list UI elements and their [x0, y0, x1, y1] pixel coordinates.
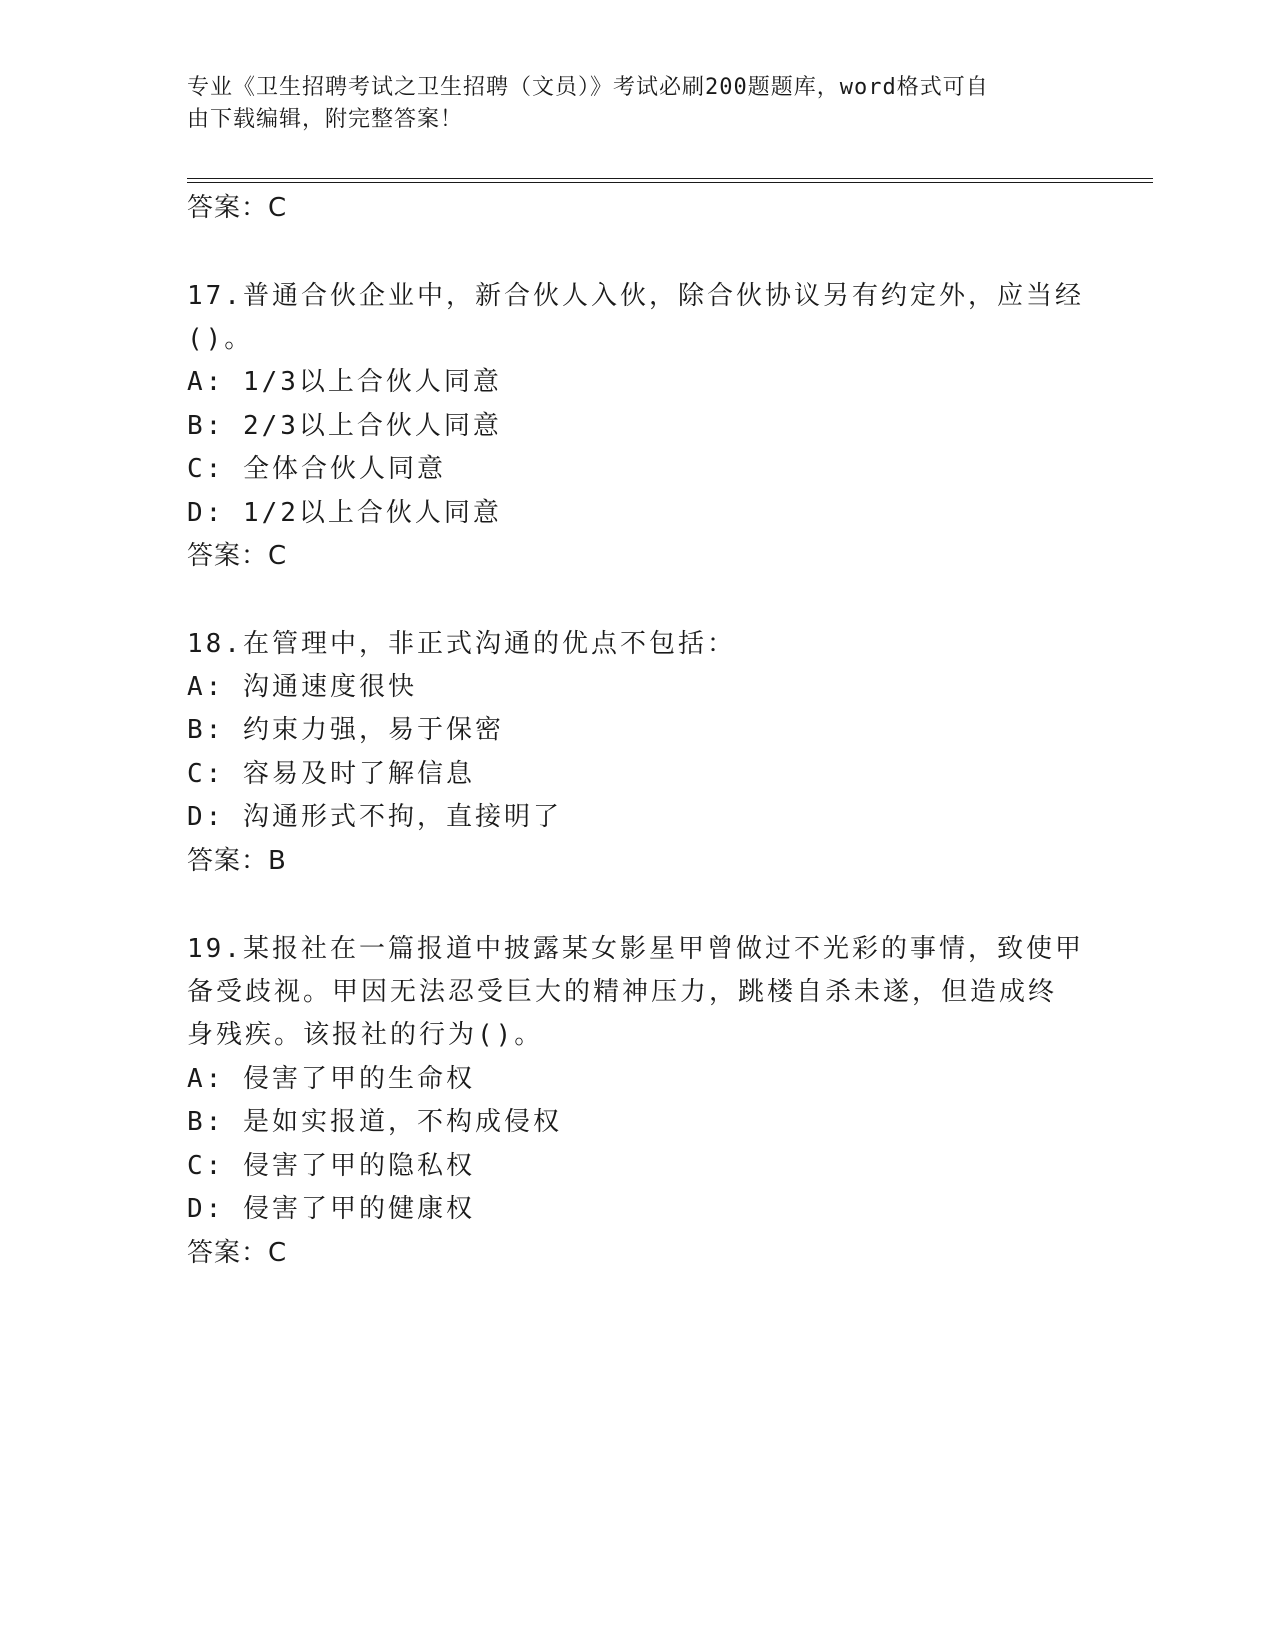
- option-d: D: 侵害了甲的健康权: [187, 1194, 475, 1224]
- option-d: D: 1/2以上合伙人同意: [187, 498, 502, 528]
- header-line-2: 由下载编辑，附完整答案！: [187, 107, 464, 132]
- question-text-19-cont: 备受歧视。甲因无法忍受巨大的精神压力，跳楼自杀未遂，但造成终: [187, 977, 1058, 1007]
- answer-line: 答案：C: [187, 193, 288, 223]
- question-text-18: 18.在管理中，非正式沟通的优点不包括：: [187, 629, 736, 659]
- option-b: B: 2/3以上合伙人同意: [187, 411, 502, 441]
- option-c: C: 容易及时了解信息: [187, 759, 475, 789]
- option-c: C: 全体合伙人同意: [187, 454, 446, 484]
- option-b: B: 是如实报道，不构成侵权: [187, 1107, 562, 1137]
- question-text-19: 19.某报社在一篇报道中披露某女影星甲曾做过不光彩的事情，致使甲: [187, 934, 1084, 964]
- header-divider-bottom: [187, 182, 1153, 183]
- question-text-17-cont: ()。: [187, 324, 254, 354]
- header-line-1: 专业《卫生招聘考试之卫生招聘（文员）》考试必刷200题题库，word格式可自: [187, 75, 989, 100]
- option-c: C: 侵害了甲的隐私权: [187, 1151, 475, 1181]
- option-a: A: 1/3以上合伙人同意: [187, 367, 502, 397]
- option-a: A: 沟通速度很快: [187, 672, 417, 702]
- answer-line: 答案：C: [187, 541, 288, 571]
- document-header: [187, 72, 1087, 136]
- option-a: A: 侵害了甲的生命权: [187, 1064, 475, 1094]
- question-text-17: 17.普通合伙企业中，新合伙人入伙，除合伙协议另有约定外，应当经: [187, 281, 1084, 311]
- header-divider-top: [187, 178, 1153, 179]
- option-d: D: 沟通形式不拘，直接明了: [187, 802, 562, 832]
- answer-line: 答案：B: [187, 846, 287, 876]
- question-text-19-cont: 身残疾。该报社的行为()。: [187, 1020, 544, 1050]
- answer-line: 答案：C: [187, 1238, 288, 1268]
- option-b: B: 约束力强，易于保密: [187, 715, 504, 745]
